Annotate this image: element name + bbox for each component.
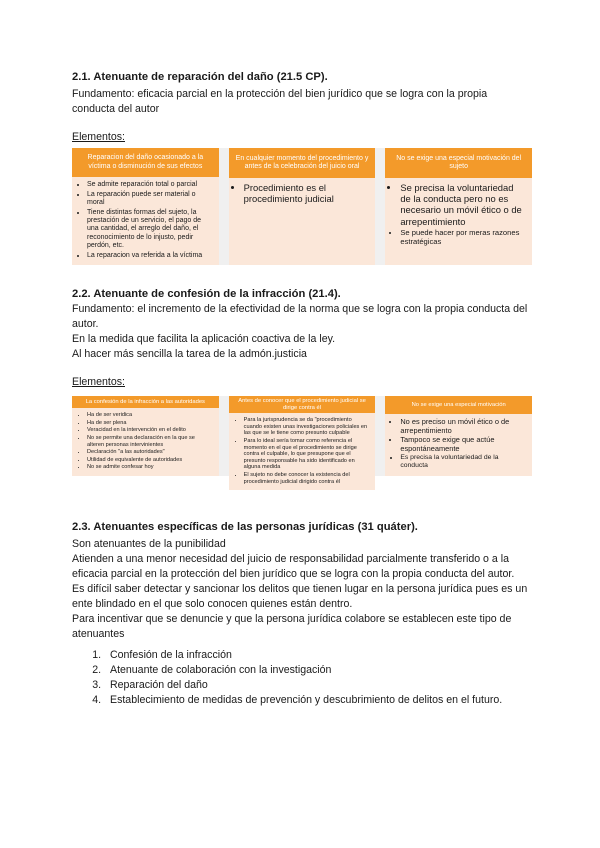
elementos-diagram — [72, 396, 532, 485]
column-body — [72, 177, 219, 265]
column-header: En cualquier momento del procedimiento y antes de la celebración del juicio oral — [229, 148, 376, 178]
section-title: 2.1. Atenuante de reparación del daño (21.5 CP). — [72, 71, 328, 83]
column-body — [229, 178, 376, 265]
diagram-column — [229, 396, 376, 485]
section-reparacion — [72, 70, 532, 265]
list-item: • Se puede hacer por meras razones estratégicas — [400, 228, 526, 246]
list-item: 2. Atenuante de colaboración con la investigación — [104, 663, 532, 678]
elementos-label: Elementos: — [72, 376, 125, 388]
section-title: 2.2. Atenuante de confesión de la infracción (21.4). — [72, 288, 341, 300]
section-personas-juridicas — [72, 520, 532, 708]
column-header: No se exige una especial motivación — [385, 396, 532, 414]
list-item: • Es precisa la voluntariedad de la conducta — [400, 454, 526, 470]
list-item: • El sujeto no debe conocer la existencia del procedimiento judicial dirigido contra él — [244, 472, 370, 485]
list-item: • Veracidad en la intervención en el delito — [87, 427, 213, 434]
paragraph: Es difícil saber detectar y sancionar los delitos que tienen lugar en la persona jurídica pues es un ente blindado en el que solo conocen quienes están dentro. — [72, 583, 528, 610]
paragraph: Al hacer más sencilla la tarea de la admón.justicia — [72, 348, 307, 360]
column-header: Antes de conocer que el procedimiento judicial se dirige contra él — [229, 396, 376, 413]
list-item: • Declaración "a las autoridades" — [87, 449, 213, 456]
list-item: • Ha de ser veridica — [87, 412, 213, 419]
atenuantes-list — [72, 648, 532, 708]
list-item: • Procedimiento es el procedimiento judicial — [244, 182, 370, 204]
section-title: 2.3. Atenuantes específicas de las personas jurídicas (31 quáter). — [72, 521, 418, 533]
list-item: • Ha de ser plena — [87, 420, 213, 427]
list-item: • No se admite confesar hoy — [87, 464, 213, 471]
list-item: • No es preciso un móvil ético o de arrepentimiento — [400, 418, 526, 435]
diagram-column — [385, 396, 532, 476]
list-item: 1. Confesión de la infracción — [104, 648, 532, 663]
list-item: • La reparacion va referida a la víctima — [87, 252, 213, 260]
list-item: 4. Establecimiento de medidas de prevención y descubrimiento de delitos en el futuro. — [104, 693, 532, 708]
list-item: 3. Reparación del daño — [104, 678, 532, 693]
paragraph: Son atenuantes de la punibilidad — [72, 538, 226, 550]
elementos-label: Elementos: — [72, 131, 125, 143]
list-item: • Utilidad de equivalente de autoridades — [87, 457, 213, 464]
list-item: • No se permite una declaración en la que se alteren personas intervinientes — [87, 435, 213, 448]
column-header: La confesión de la infracción a las autoridades — [72, 396, 219, 408]
column-header: No se exige una especial motivación del sujeto — [385, 148, 532, 178]
column-header: Reparacion del daño ocasionado a la víctima o disminución de sus efectos — [72, 148, 219, 177]
list-item: • Se precisa la voluntariedad de la conducta pero no es necesario un móvil ético o de arrepentimiento — [400, 182, 526, 227]
paragraph: Fundamento: el incremento de la efectividad de la norma que se logra con la propia conducta del autor. — [72, 303, 528, 330]
diagram-column — [229, 148, 376, 265]
list-item: • Para la jurisprudencia se da "procedimiento cuando existen unas investigaciones policiales en las que se le tiene como presunto culpable — [244, 417, 370, 437]
column-body — [229, 413, 376, 490]
diagram-column — [72, 396, 219, 476]
section-confesion — [72, 287, 532, 485]
diagram-column — [72, 148, 219, 265]
column-body — [385, 178, 532, 265]
list-item: • Tiene distintas formas del sujeto, la prestación de un servicio, el pago de una cantidad, el arreglo del daño, el reconocimiento de lo injusto, pedir perdón, etc. — [87, 209, 213, 251]
list-item: • Se admite reparación total o parcial — [87, 181, 213, 189]
list-item: • La reparación puede ser material o moral — [87, 191, 213, 208]
elementos-diagram — [72, 148, 532, 265]
column-body — [385, 414, 532, 476]
paragraph: En la medida que facilita la aplicación coactiva de la ley. — [72, 333, 336, 345]
diagram-column — [385, 148, 532, 265]
list-item: • Tampoco se exige que actúe espontáneamente — [400, 436, 526, 453]
paragraph: Atienden a una menor necesidad del juicio de responsabilidad parcialmente transferido o a la eficacia parcial en la protección del bien jurídico que se logra con la propia conducta del autor. — [72, 553, 515, 580]
paragraph: Para incentivar que se denuncie y que la persona jurídica colabore se establecen este tipo de atenuantes — [72, 613, 512, 640]
list-item: • Para lo ideal sería tomar como referencia el momento en el que el procedimiento se dirige contra el culpable, lo que presupone que el presunto responsable ha sido identificado en alguna medida — [244, 438, 370, 471]
fundamento-text: Fundamento: eficacia parcial en la protección del bien jurídico que se logra con la propia conducta del autor — [72, 88, 488, 115]
column-body — [72, 408, 219, 476]
